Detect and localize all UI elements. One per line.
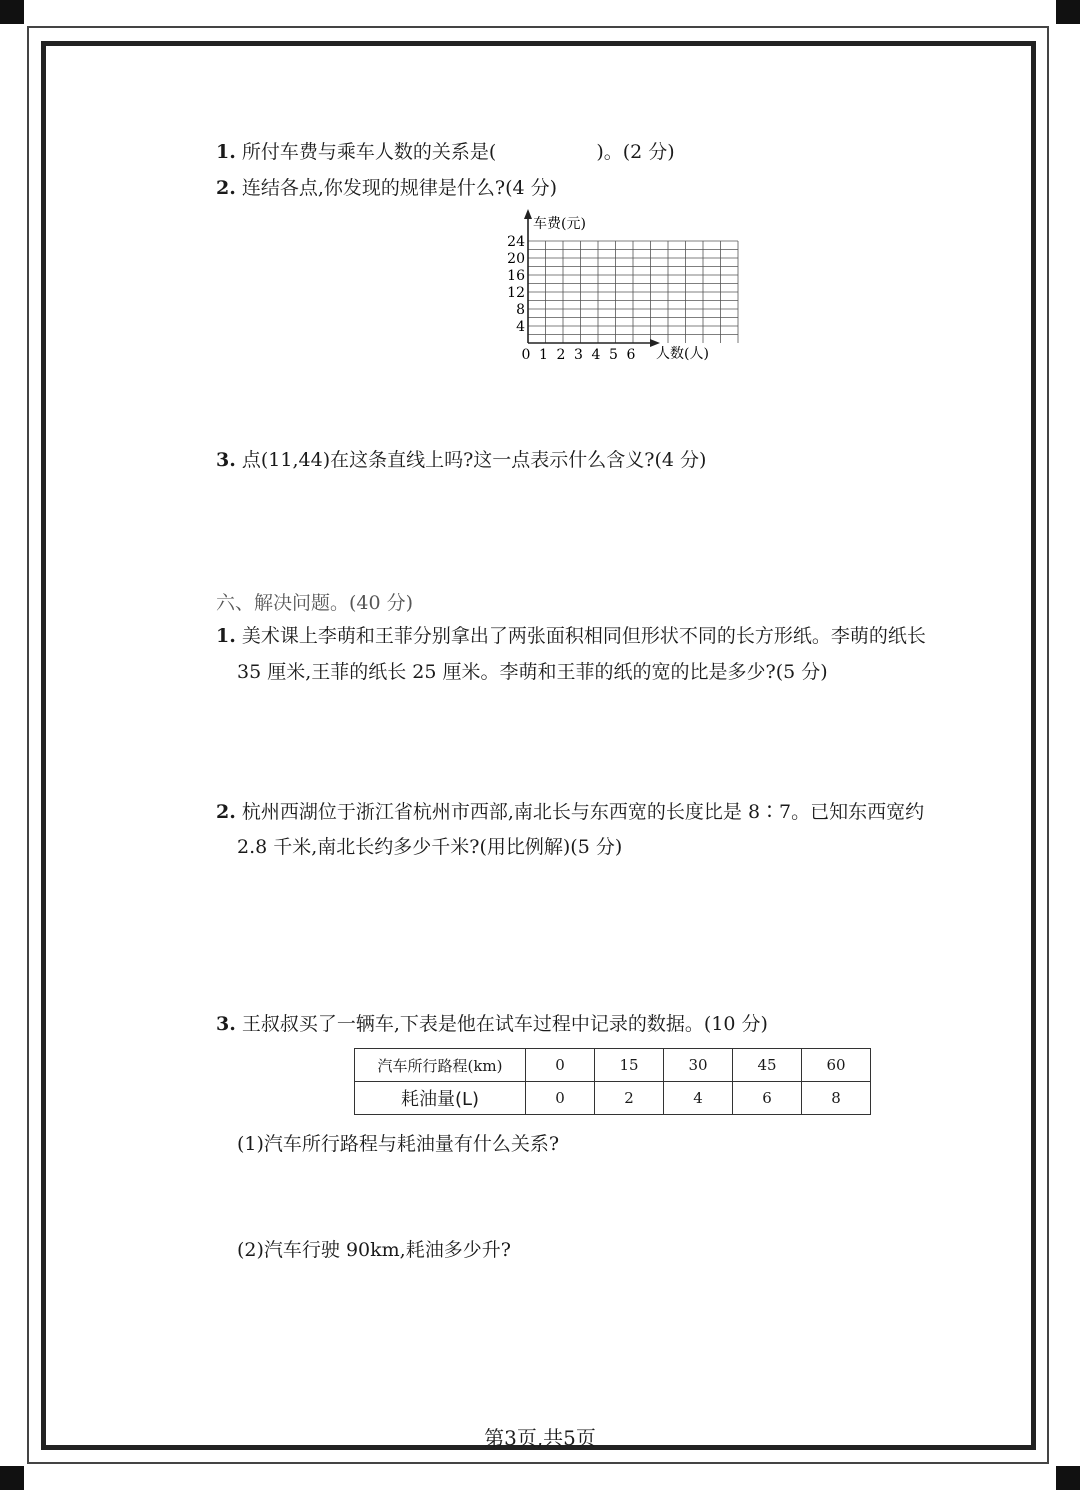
x-tick-label: 5 <box>609 347 618 363</box>
table-cell: 6 <box>733 1082 802 1115</box>
question-text-end: )。(2 分) <box>596 141 675 163</box>
y-tick-label: 12 <box>507 285 525 301</box>
table-cell: 30 <box>664 1049 733 1082</box>
corner-bottom-right <box>1056 1466 1080 1490</box>
x-tick-label: 4 <box>591 347 601 363</box>
table-row <box>355 1049 871 1082</box>
problem-text: 王叔叔买了一辆车,下表是他在试车过程中记录的数据。(10 分) <box>241 1013 768 1035</box>
fare-grid-chart <box>490 205 740 370</box>
fuel-data-table <box>354 1048 871 1115</box>
table-cell: 4 <box>664 1082 733 1115</box>
table-cell: 45 <box>733 1049 802 1082</box>
x-tick-label: 6 <box>626 347 636 363</box>
table-header-fuel: 耗油量(L) <box>355 1082 526 1115</box>
y-axis-label: 车费(元) <box>533 216 586 232</box>
y-tick-label: 16 <box>507 268 525 284</box>
y-tick-label: 8 <box>516 302 525 318</box>
page-footer: 第3页,共5页 <box>484 1426 596 1450</box>
y-tick-labels <box>507 234 525 335</box>
table-row <box>355 1082 871 1115</box>
problem-number: 2. <box>216 801 236 823</box>
problem-1 <box>216 624 926 648</box>
x-tick-labels <box>522 347 636 363</box>
x-tick-label: 3 <box>574 347 583 363</box>
question-2 <box>216 176 557 200</box>
y-tick-label: 20 <box>507 251 525 267</box>
question-3 <box>216 448 706 472</box>
problem-3 <box>216 1012 768 1036</box>
sub-question-2: (2)汽车行驶 90km,耗油多少升? <box>237 1239 511 1261</box>
table-cell: 60 <box>802 1049 871 1082</box>
corner-bottom-left <box>0 1466 24 1490</box>
table-header-distance: 汽车所行路程(km) <box>355 1049 526 1082</box>
y-tick-label: 4 <box>516 319 525 335</box>
x-tick-label: 1 <box>539 347 548 363</box>
question-text: 点(11,44)在这条直线上吗?这一点表示什么含义?(4 分) <box>241 449 707 471</box>
table-cell: 8 <box>802 1082 871 1115</box>
grid-lines <box>528 241 738 343</box>
problem-1-line2: 35 厘米,王菲的纸长 25 厘米。李萌和王菲的纸的宽的比是多少?(5 分) <box>237 661 828 683</box>
table-cell: 0 <box>526 1049 595 1082</box>
x-tick-label: 2 <box>556 347 566 363</box>
question-text: 所付车费与乘车人数的关系是( <box>241 141 497 163</box>
table-cell: 2 <box>595 1082 664 1115</box>
x-tick-label: 0 <box>521 347 531 363</box>
problem-2 <box>216 800 924 824</box>
problem-number: 3. <box>216 1013 236 1035</box>
question-1 <box>216 140 675 164</box>
question-number: 3. <box>216 449 236 471</box>
problem-text-line1: 杭州西湖位于浙江省杭州市西部,南北长与东西宽的长度比是 8∶7。已知东西宽约 <box>241 801 925 823</box>
y-axis-arrow-icon <box>524 209 532 219</box>
sub-question-1: (1)汽车所行路程与耗油量有什么关系? <box>237 1133 560 1155</box>
question-number: 1. <box>216 141 236 163</box>
table-cell: 15 <box>595 1049 664 1082</box>
question-number: 2. <box>216 177 236 199</box>
x-axis-label: 人数(人) <box>656 346 709 362</box>
problem-2-line2: 2.8 千米,南北长约多少千米?(用比例解)(5 分) <box>237 836 623 858</box>
section-title: 六、解决问题。(40 分) <box>216 592 414 614</box>
table-cell: 0 <box>526 1082 595 1115</box>
corner-top-right <box>1056 0 1080 24</box>
corner-top-left <box>0 0 24 24</box>
y-tick-label: 24 <box>507 234 525 250</box>
problem-number: 1. <box>216 625 236 647</box>
problem-text-line1: 美术课上李萌和王菲分别拿出了两张面积相同但形状不同的长方形纸。李萌的纸长 <box>241 625 926 647</box>
question-text: 连结各点,你发现的规律是什么?(4 分) <box>241 177 558 199</box>
